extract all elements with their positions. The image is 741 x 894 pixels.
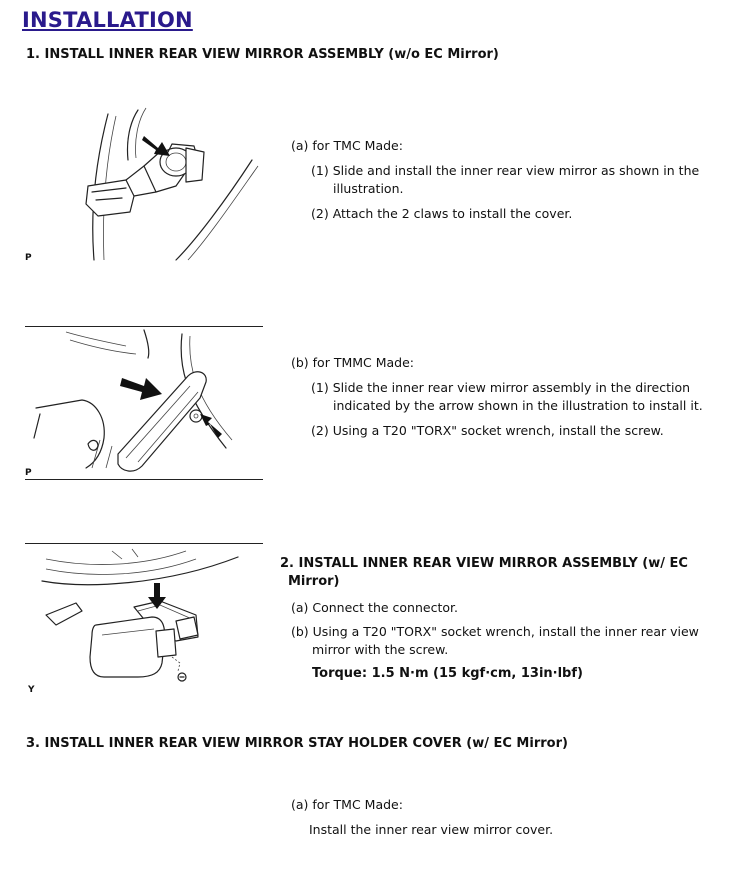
list-item <box>311 422 664 440</box>
step3-heading: 3. INSTALL INNER REAR VIEW MIRROR STAY HOLDER COVER (w/ EC Mirror) <box>26 736 568 751</box>
illustration-ec-mirror <box>26 545 264 695</box>
figure-top-rule <box>25 326 263 327</box>
step2-item-a: (a) Connect the connector. <box>291 600 458 615</box>
sub-step-b-label: (b) for TMMC Made: <box>291 355 415 370</box>
figure-top-rule <box>25 543 263 544</box>
figure-label: P <box>25 468 32 478</box>
illustration-tmc-mirror <box>26 100 266 265</box>
step2-heading-line1: 2. INSTALL INNER REAR VIEW MIRROR ASSEMBLY (w/ EC <box>280 556 688 571</box>
step2-item-b-continued: mirror with the screw. <box>312 642 449 657</box>
item-text-continued: indicated by the arrow shown in the illustration to install it. <box>333 398 703 413</box>
list-item <box>311 162 699 180</box>
figure-label: P <box>25 253 32 263</box>
list-item <box>311 205 572 223</box>
item-number: (1) <box>311 380 329 395</box>
item-number: (2) <box>311 423 329 438</box>
item-number: (2) <box>311 206 329 221</box>
item-text: Using a T20 "TORX" socket wrench, install the screw. <box>332 423 664 438</box>
list-item <box>311 379 690 397</box>
item-text: Slide and install the inner rear view mirror as shown in the <box>332 163 700 178</box>
step3-sub-a: (a) for TMC Made: <box>291 797 403 812</box>
torque-spec: Torque: 1.5 N·m (15 kgf·cm, 13in·lbf) <box>312 666 583 681</box>
item-text: Attach the 2 claws to install the cover. <box>332 206 573 221</box>
illustration-tmmc-mirror <box>26 328 264 478</box>
page-title: INSTALLATION <box>22 8 193 32</box>
step2-heading-line2: Mirror) <box>288 574 340 589</box>
item-text: Slide the inner rear view mirror assembly in the direction <box>332 380 691 395</box>
sub-step-a-label: (a) for TMC Made: <box>291 138 403 153</box>
item-number: (1) <box>311 163 329 178</box>
step1-heading: 1. INSTALL INNER REAR VIEW MIRROR ASSEMBLY (w/o EC Mirror) <box>26 47 499 62</box>
figure-label: Y <box>28 685 35 695</box>
step2-item-b: (b) Using a T20 "TORX" socket wrench, install the inner rear view <box>291 624 699 639</box>
figure-bottom-rule <box>25 479 263 480</box>
item-text-continued: illustration. <box>333 181 404 196</box>
step3-text: Install the inner rear view mirror cover. <box>309 822 554 837</box>
